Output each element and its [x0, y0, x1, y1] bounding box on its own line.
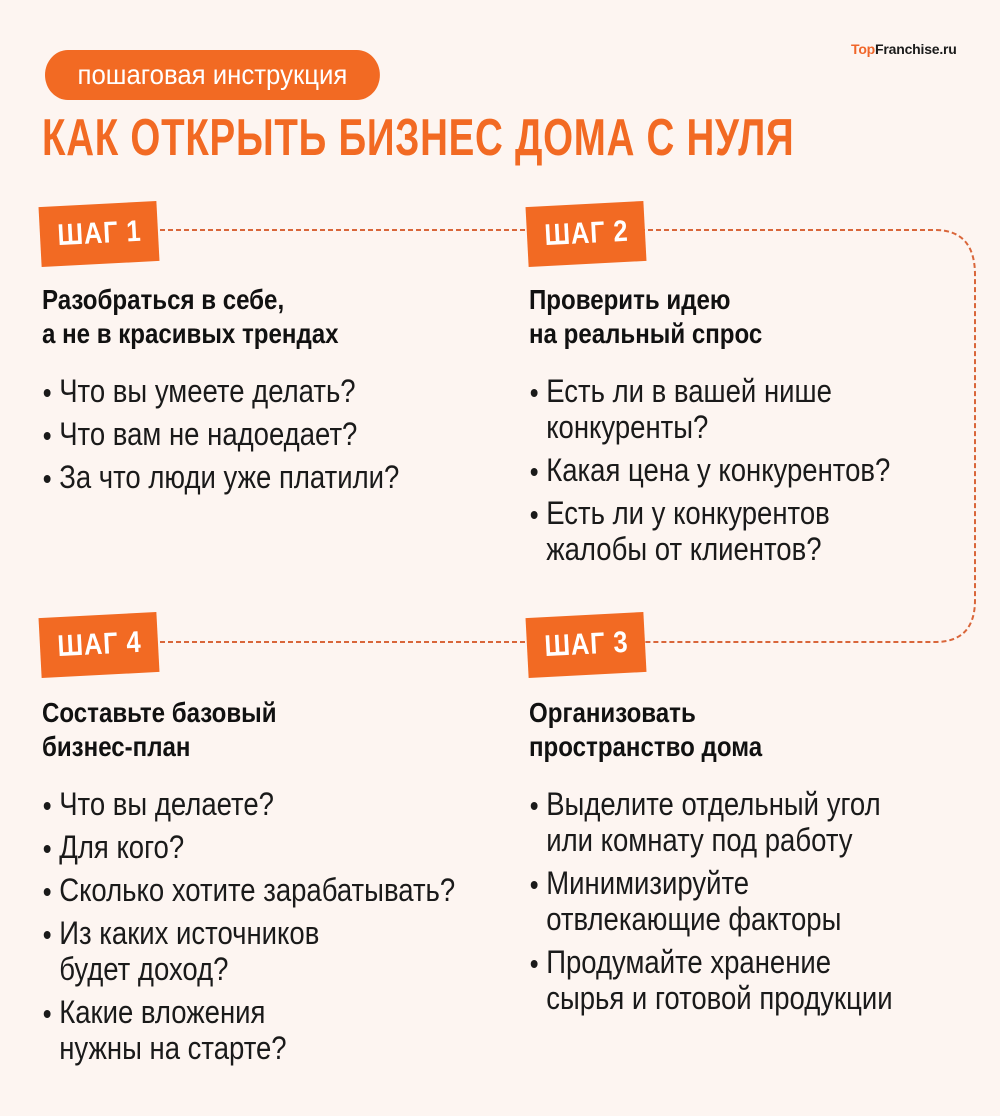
list-item: Из каких источников будет доход?: [42, 915, 455, 987]
list-item: Для кого?: [42, 829, 455, 865]
bullet-icon: [44, 888, 51, 896]
page-title: КАК ОТКРЫТЬ БИЗНЕС ДОМА С НУЛЯ: [42, 109, 795, 167]
step-4-badge: [39, 612, 160, 678]
list-item: Какая цена у конкурентов?: [529, 452, 890, 488]
bullet-icon: [44, 389, 51, 397]
bullet-icon: [531, 802, 538, 810]
list-item: Продумайте хранение сырья и готовой продукции: [529, 944, 893, 1016]
step-4-badge-label: ШАГ 4: [56, 625, 142, 664]
bullet-icon: [531, 468, 538, 476]
subtitle-pill: пошаговая инструкция: [45, 50, 380, 100]
step-2-badge-label: ШАГ 2: [543, 214, 629, 253]
list-item: Какие вложения нужны на старте?: [42, 994, 455, 1066]
step-1-badge: [39, 201, 160, 267]
list-item: Что вам не надоедает?: [42, 416, 399, 452]
step-1-title-line1: Разобраться в себе,: [42, 284, 285, 315]
list-item: За что люди уже платили?: [42, 459, 399, 495]
step-1-title-line2: а не в красивых трендах: [42, 318, 339, 349]
step-3-badge-label: ШАГ 3: [543, 625, 629, 664]
step-1-badge-label: ШАГ 1: [56, 214, 142, 253]
brand-logo-part2: Franchise.ru: [875, 41, 957, 57]
step-2-badge: [526, 201, 647, 267]
bullet-icon: [44, 1010, 51, 1018]
step-2-title-line2: на реальный спрос: [529, 318, 763, 349]
step-3-title: [529, 696, 762, 764]
step-3-list: [529, 786, 893, 1023]
step-1-title: [42, 283, 339, 351]
step-3-title-line1: Организовать: [529, 697, 696, 728]
step-4-title-line2: бизнес-план: [42, 731, 191, 762]
step-2-title: [529, 283, 762, 351]
step-2-list: [529, 373, 890, 574]
step-3-title-line2: пространство дома: [529, 731, 763, 762]
bullet-icon: [44, 475, 51, 483]
step-4-title-line1: Составьте базовый: [42, 697, 277, 728]
list-item: Есть ли в вашей нише конкуренты?: [529, 373, 890, 445]
step-1-list: [42, 373, 399, 502]
list-item: Сколько хотите зарабатывать?: [42, 872, 455, 908]
list-item: Что вы умеете делать?: [42, 373, 399, 409]
bullet-icon: [531, 511, 538, 519]
bullet-icon: [531, 389, 538, 397]
brand-logo-part1: Top: [851, 41, 876, 57]
step-2-title-line1: Проверить идею: [529, 284, 731, 315]
step-4-list: [42, 786, 455, 1073]
bullet-icon: [44, 802, 51, 810]
bullet-icon: [531, 960, 538, 968]
bullet-icon: [44, 432, 51, 440]
list-item: Что вы делаете?: [42, 786, 455, 822]
list-item: Выделите отдельный угол или комнату под работу: [529, 786, 893, 858]
bullet-icon: [531, 881, 538, 889]
bullet-icon: [44, 931, 51, 939]
list-item: Минимизируйте отвлекающие факторы: [529, 865, 893, 937]
list-item: Есть ли у конкурентов жалобы от клиентов?: [529, 495, 890, 567]
bullet-icon: [44, 845, 51, 853]
step-3-badge: [526, 612, 647, 678]
step-4-title: [42, 696, 277, 764]
